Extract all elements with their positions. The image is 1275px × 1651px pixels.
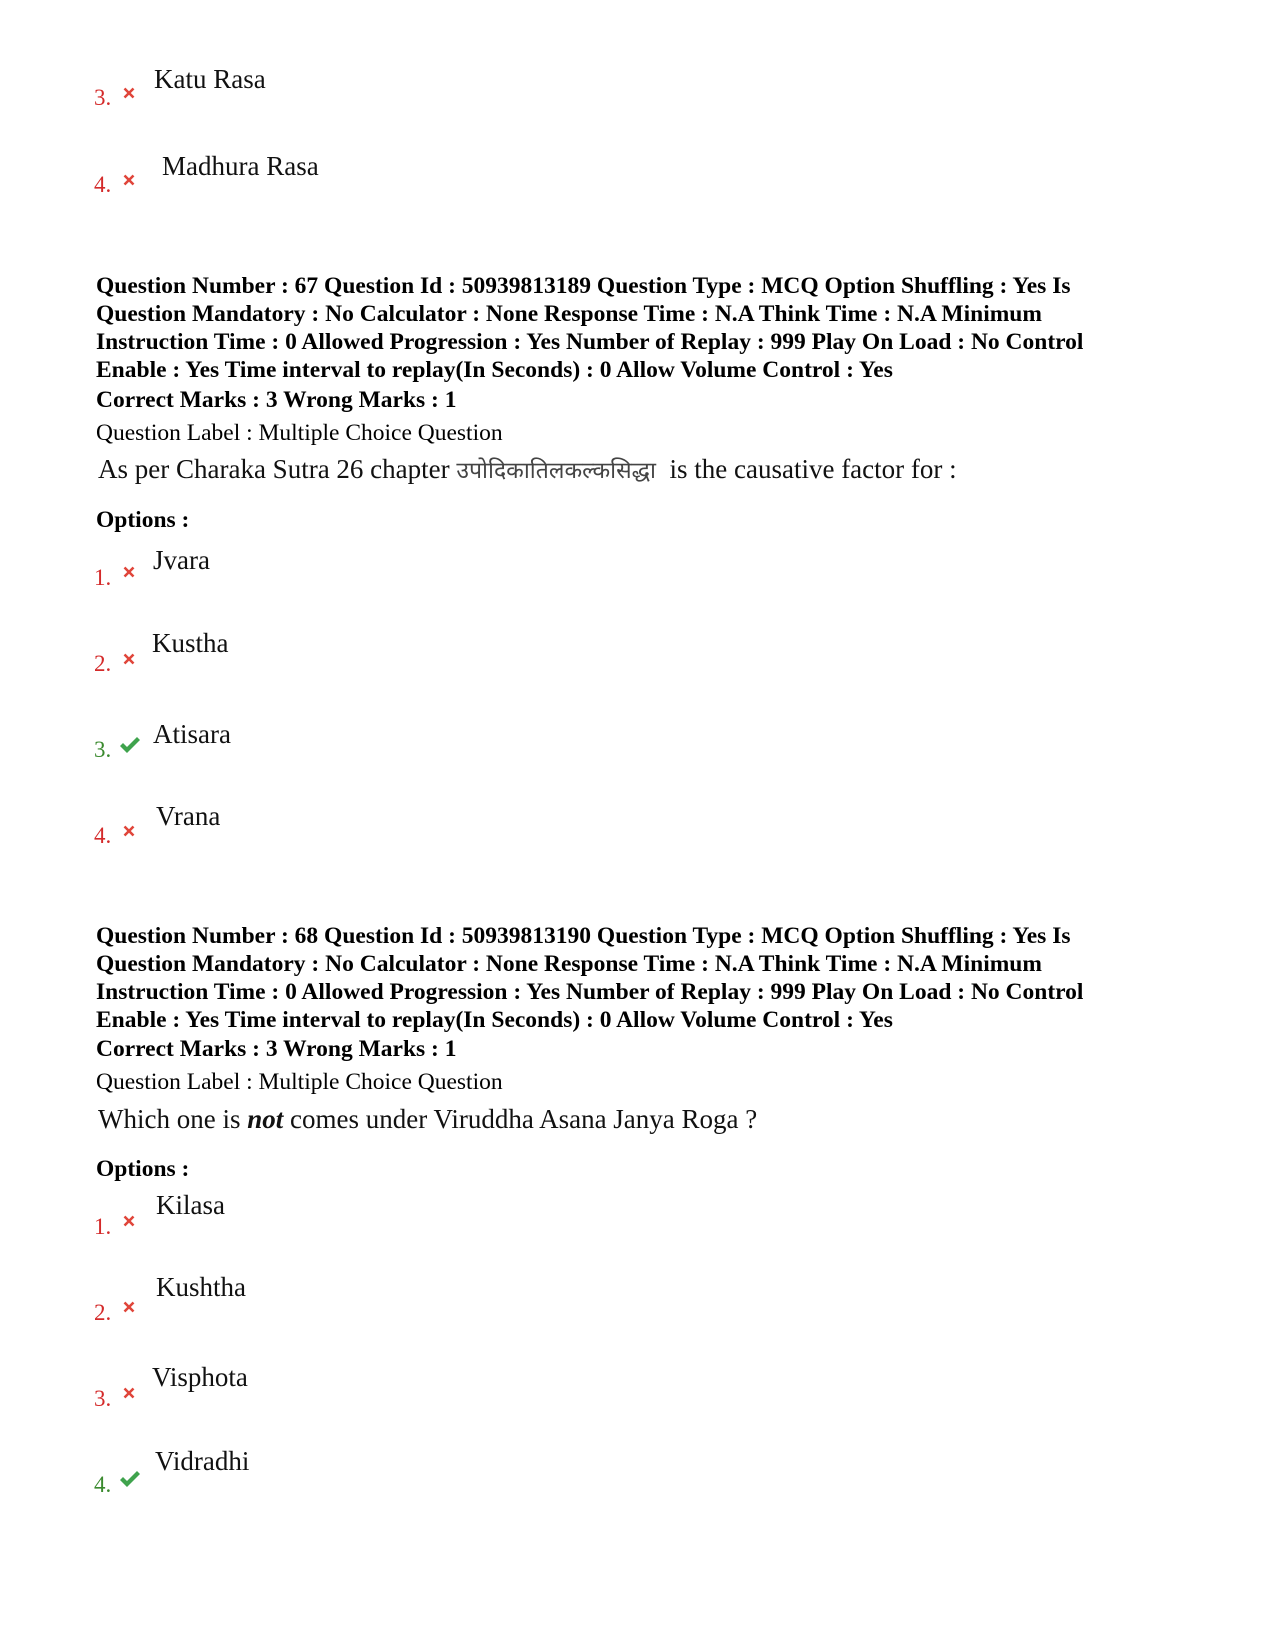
option-text: Visphota: [152, 1362, 248, 1392]
option-number: 4.: [94, 1472, 112, 1497]
option-number: 3.: [94, 1386, 112, 1411]
option-text: Atisara: [153, 719, 231, 749]
meta-line: Instruction Time : 0 Allowed Progression : Yes Number of Replay : 999 Play On Load : No Control: [96, 979, 1084, 1005]
cross-icon: [120, 84, 138, 102]
cross-icon: [120, 563, 138, 581]
cross-icon: [120, 822, 138, 840]
marks-info: Correct Marks : 3 Wrong Marks : 1: [96, 387, 457, 413]
question-label: Question Label : Multiple Choice Question: [96, 1069, 503, 1095]
option-text: Kilasa: [156, 1190, 225, 1220]
check-icon: [118, 735, 142, 755]
cross-icon: [120, 1212, 138, 1230]
meta-line: Question Mandatory : No Calculator : None Response Time : N.A Think Time : N.A Minimum: [96, 301, 1042, 327]
marks-info: Correct Marks : 3 Wrong Marks : 1: [96, 1036, 457, 1062]
option-number: 1.: [94, 565, 112, 590]
option-number: 3.: [94, 85, 112, 110]
question-emphasis: not: [247, 1104, 284, 1134]
question-text-prefix: As per Charaka Sutra 26 chapter: [98, 454, 457, 484]
option-number: 2.: [94, 1300, 112, 1325]
question-meta: [96, 922, 1186, 1034]
option-text: Vrana: [156, 801, 221, 831]
option-text: Jvara: [153, 545, 210, 575]
cross-icon: [120, 1298, 138, 1316]
option-text: Kushtha: [156, 1272, 246, 1302]
option-number: 4.: [94, 823, 112, 848]
question-meta: [96, 272, 1186, 384]
meta-line: Question Number : 68 Question Id : 50939813190 Question Type : MCQ Option Shuffling : Yes Is: [96, 923, 1071, 949]
option-number: 1.: [94, 1214, 112, 1239]
option-text: Katu Rasa: [154, 64, 266, 94]
question-text: [98, 1106, 757, 1133]
cross-icon: [120, 650, 138, 668]
cross-icon: [120, 1384, 138, 1402]
options-title: Options :: [96, 1156, 190, 1182]
cross-icon: [120, 171, 138, 189]
option-number: 3.: [94, 737, 112, 762]
question-text-after: comes under Viruddha Asana Janya Roga ?: [283, 1104, 758, 1134]
check-icon: [118, 1469, 142, 1489]
meta-line: Enable : Yes Time interval to replay(In Seconds) : 0 Allow Volume Control : Yes: [96, 357, 893, 383]
meta-line: Question Mandatory : No Calculator : None Response Time : N.A Think Time : N.A Minimum: [96, 951, 1042, 977]
meta-line: Enable : Yes Time interval to replay(In Seconds) : 0 Allow Volume Control : Yes: [96, 1007, 893, 1033]
option-text: Vidradhi: [155, 1446, 250, 1476]
option-number: 4.: [94, 172, 112, 197]
question-text-suffix: is the causative factor for :: [656, 454, 957, 484]
option-number: 2.: [94, 651, 112, 676]
option-text: Kustha: [152, 628, 229, 658]
meta-line: Instruction Time : 0 Allowed Progression : Yes Number of Replay : 999 Play On Load : No Control: [96, 329, 1084, 355]
question-label: Question Label : Multiple Choice Question: [96, 420, 503, 446]
option-text: Madhura Rasa: [162, 151, 319, 181]
question-devanagari-term: उपोदिकातिलकल्कसिद्धा: [456, 458, 656, 484]
meta-line: Question Number : 67 Question Id : 50939813189 Question Type : MCQ Option Shuffling : Yes Is: [96, 273, 1071, 299]
question-text-before: Which one is: [98, 1104, 248, 1134]
options-title: Options :: [96, 507, 190, 533]
question-text: [98, 456, 957, 483]
